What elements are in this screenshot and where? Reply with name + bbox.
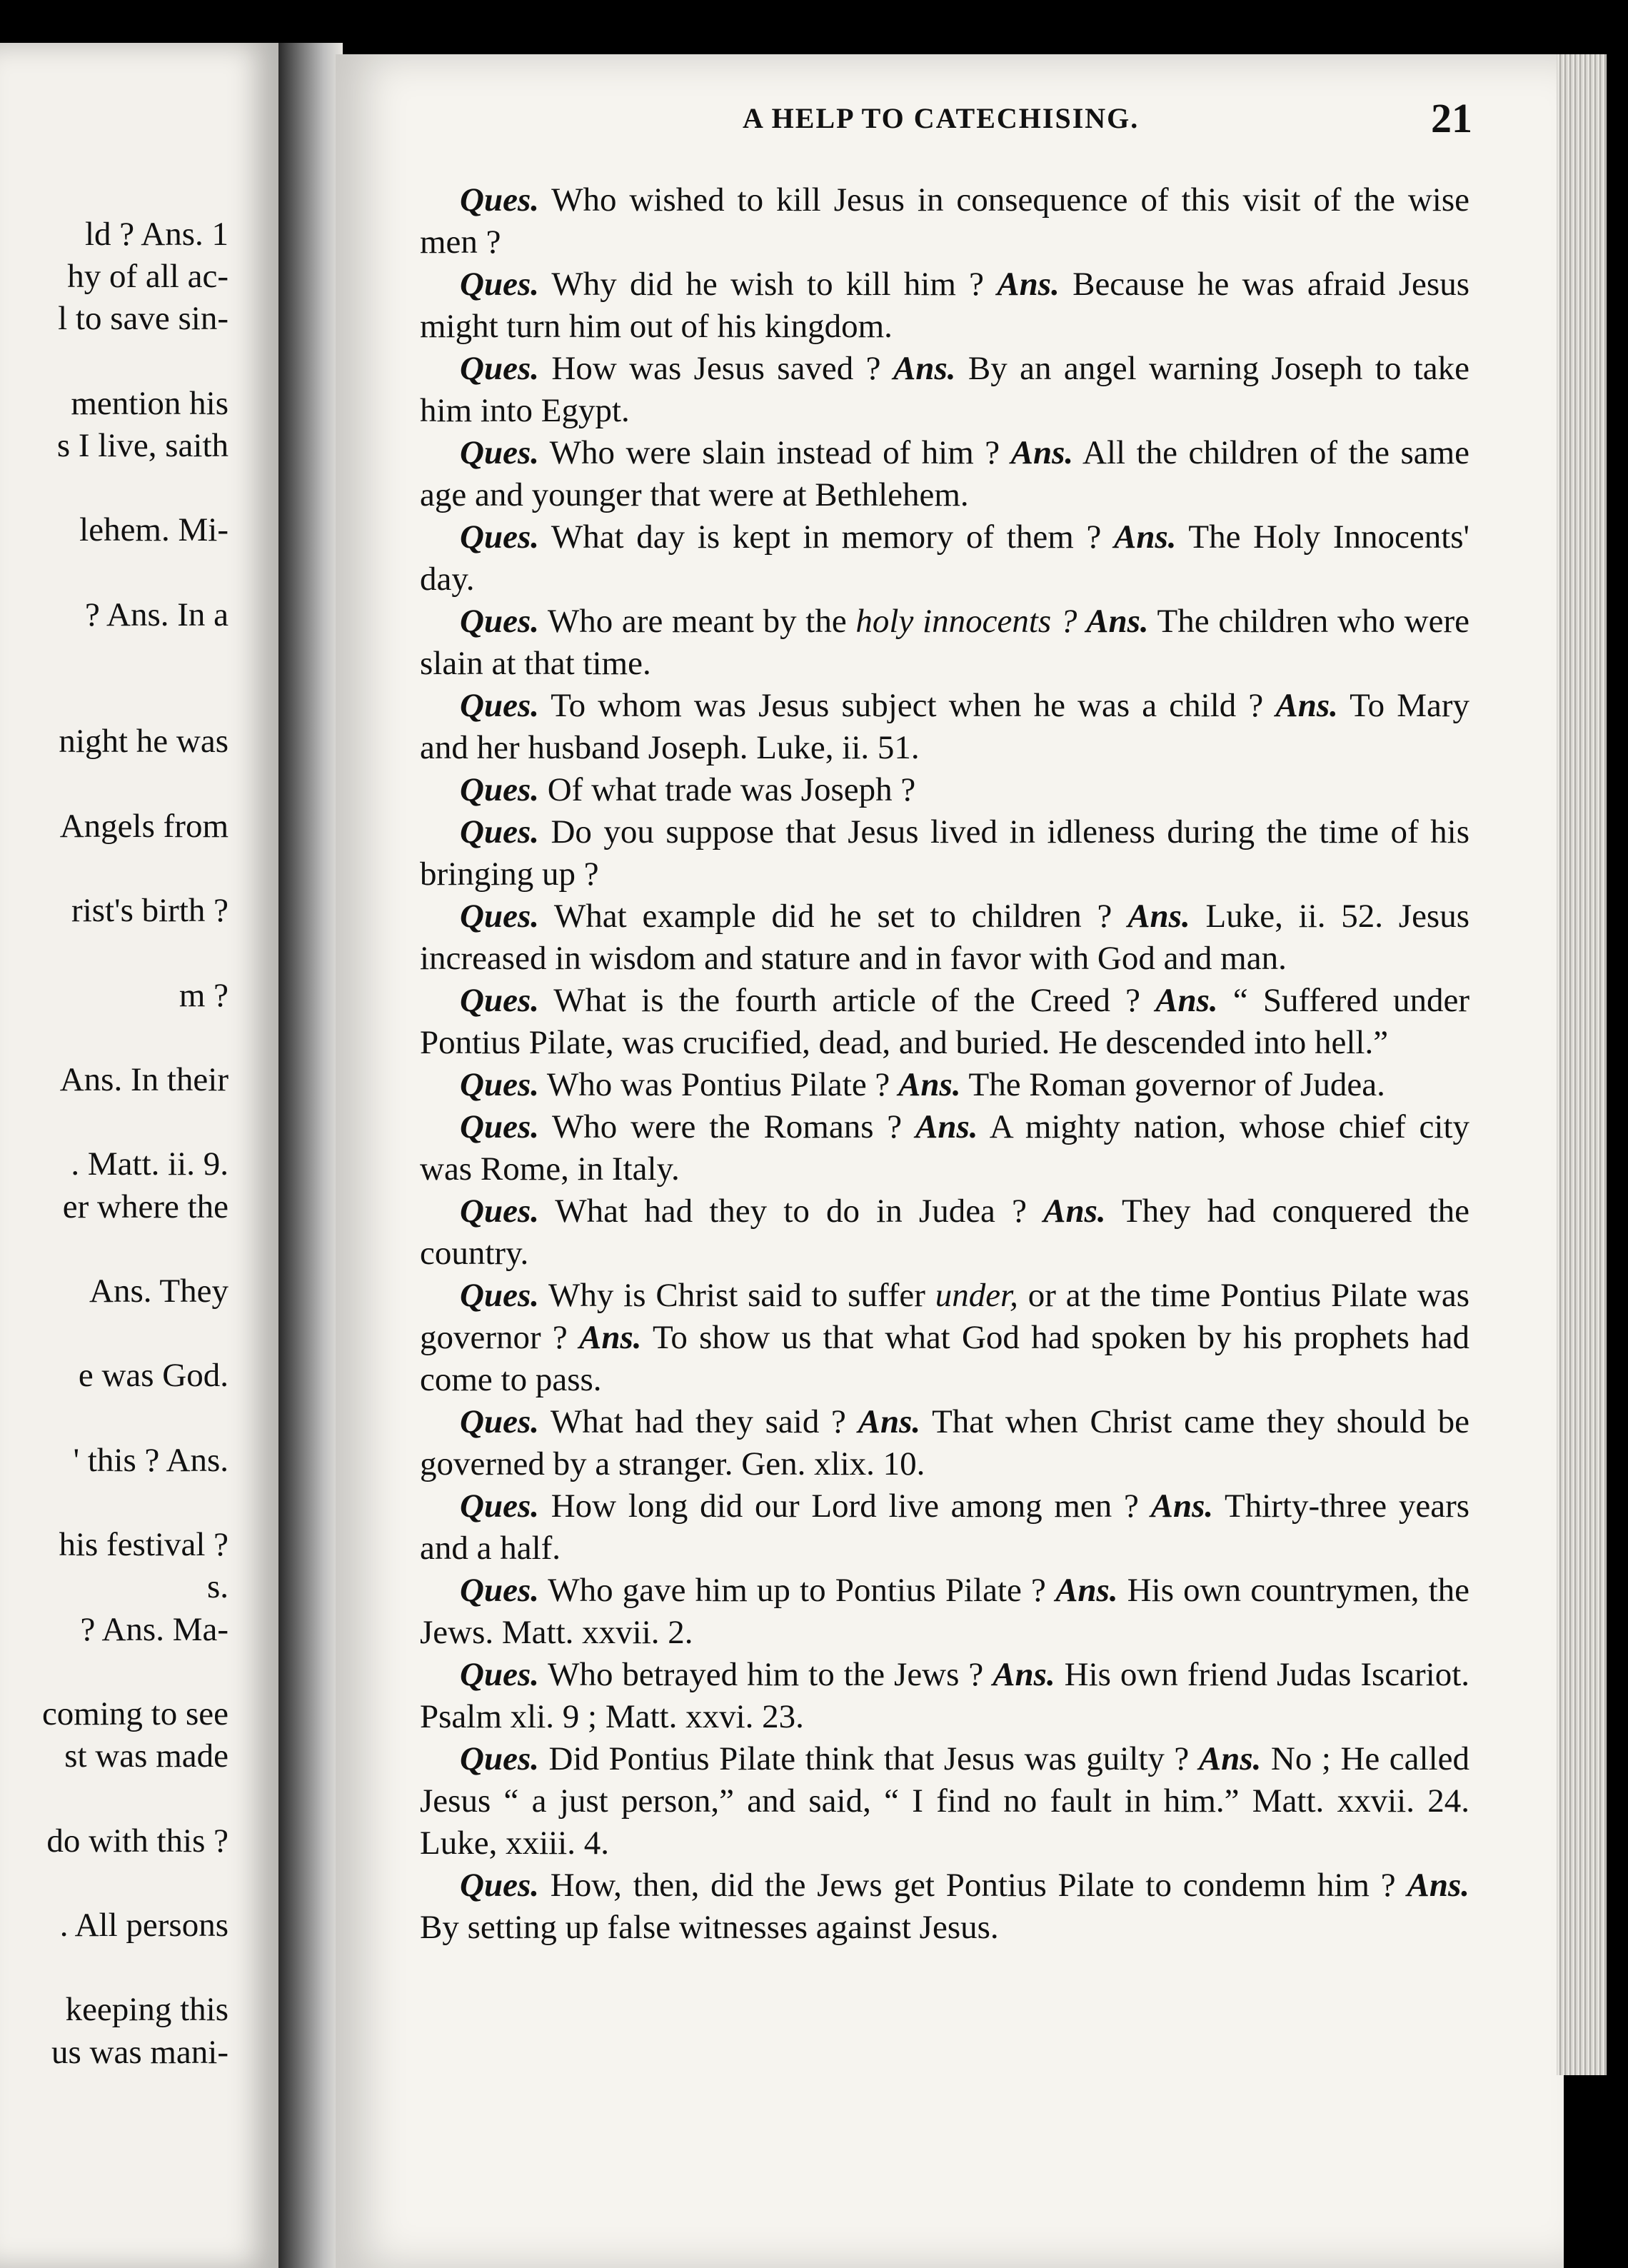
question-label: Ques.: [460, 771, 539, 808]
qa-paragraph: [420, 1654, 1469, 1738]
answer-label: Ans.: [1407, 1867, 1469, 1904]
answer-text: To show us that what God had spoken by his prophets had come to pass.: [420, 1319, 1469, 1398]
qa-paragraph: [420, 179, 1469, 264]
question-label: Ques.: [460, 1487, 539, 1525]
question-label: Ques.: [460, 1066, 539, 1103]
question-text: Who betrayed him to the Jews ?: [548, 1656, 984, 1693]
question-text: or at the time Pontius Pilate was governor ?: [420, 1277, 1469, 1356]
qa-paragraph: [420, 348, 1469, 432]
question-label: Ques.: [460, 181, 539, 219]
question-text: How long did our Lord live among men ?: [551, 1487, 1139, 1525]
answer-label: Ans.: [1127, 898, 1190, 935]
answer-label: Ans.: [858, 1403, 921, 1440]
question-text: Who were slain instead of him ?: [549, 434, 1000, 471]
question-emphasis: holy innocents ?: [855, 603, 1077, 640]
qa-paragraph: [420, 516, 1469, 601]
qa-paragraph: [420, 1401, 1469, 1485]
answer-label: Ans.: [1055, 1572, 1118, 1609]
qa-paragraph: [420, 601, 1469, 685]
left-page-line: his festival ?: [59, 1526, 228, 1564]
answer-text: His own friend Judas Iscariot. Psalm xli. 9 ; Matt. xxvi. 23.: [420, 1656, 1470, 1735]
question-label: Ques.: [460, 1740, 539, 1777]
left-page-line: ' this ? Ans.: [73, 1441, 228, 1479]
question-label: Ques.: [460, 1193, 539, 1230]
question-label: Ques.: [460, 813, 539, 850]
question-label: Ques.: [460, 898, 539, 935]
answer-text: Thirty-three years and a half.: [420, 1487, 1470, 1567]
question-text: Who are meant by the: [547, 603, 856, 640]
answer-label: Ans.: [898, 1066, 961, 1103]
left-page-line: hy of all ac-: [67, 258, 228, 296]
left-page-line: e was God.: [78, 1357, 228, 1395]
left-page-line: er where the: [62, 1188, 228, 1225]
question-label: Ques.: [460, 1108, 539, 1145]
question-text: What example did he set to children ?: [553, 898, 1112, 935]
qa-paragraph: [420, 1570, 1469, 1654]
question-text: Why did he wish to kill him ?: [551, 266, 985, 303]
question-text: Why is Christ said to suffer: [548, 1277, 935, 1314]
question-text: Who was Pontius Pilate ?: [546, 1066, 890, 1103]
left-page-line: Ans. In their: [59, 1061, 228, 1098]
left-page-line: s I live, saith: [56, 427, 228, 464]
catechism-text: [420, 179, 1469, 1949]
question-text: To whom was Jesus subject when he was a child ?: [551, 687, 1264, 724]
answer-label: Ans.: [1198, 1740, 1262, 1777]
answer-label: Ans.: [1150, 1487, 1214, 1525]
left-page-line: us was mani-: [51, 2033, 228, 2071]
question-label: Ques.: [460, 1403, 539, 1440]
question-text: What is the fourth article of the Creed ?: [553, 982, 1140, 1019]
question-label: Ques.: [460, 1572, 539, 1609]
answer-label: Ans.: [1010, 434, 1074, 471]
answer-text: That when Christ came they should be governed by a stranger. Gen. xlix. 10.: [420, 1403, 1470, 1482]
answer-label: Ans.: [993, 1656, 1055, 1693]
qa-paragraph: [420, 1865, 1469, 1949]
qa-paragraph: [420, 1106, 1469, 1190]
qa-paragraph: [420, 769, 1469, 811]
left-page-line: st was made: [64, 1737, 228, 1775]
left-page-line: m ?: [179, 976, 228, 1014]
left-page-line: . Matt. ii. 9.: [71, 1145, 228, 1183]
question-label: Ques.: [460, 1277, 539, 1314]
answer-label: Ans.: [1114, 518, 1177, 556]
answer-text: The children who were slain at that time.: [420, 603, 1469, 682]
answer-label: Ans.: [1043, 1193, 1106, 1230]
question-text: How was Jesus saved ?: [551, 350, 881, 387]
left-page: [0, 43, 278, 2268]
left-page-line: ld ? Ans. 1: [84, 216, 228, 253]
right-page: [336, 54, 1564, 2268]
question-text: How, then, did the Jews get Pontius Pilate to condemn him ?: [550, 1867, 1396, 1904]
left-page-line: lehem. Mi-: [79, 511, 228, 549]
answer-label: Ans.: [579, 1319, 642, 1356]
question-text: Did Pontius Pilate think that Jesus was guilty ?: [548, 1740, 1190, 1777]
question-label: Ques.: [460, 603, 539, 640]
answer-text: His own countrymen, the Jews. Matt. xxvii. 2.: [420, 1572, 1470, 1651]
left-page-line: mention his: [71, 384, 228, 422]
question-label: Ques.: [460, 687, 539, 724]
left-page-line: Angels from: [59, 807, 228, 845]
left-page-line: keeping this: [65, 1991, 228, 2029]
left-page-line: ? Ans. In a: [84, 596, 228, 633]
page-number: 21: [1431, 95, 1472, 141]
left-page-line: . All persons: [59, 1907, 228, 1944]
answer-text: They had conquered the country.: [420, 1193, 1469, 1272]
question-label: Ques.: [460, 518, 539, 556]
qa-paragraph: [420, 1738, 1469, 1865]
answer-text: “ Suffered under Pontius Pilate, was crucified, dead, and buried. He descended into hell.”: [420, 982, 1469, 1061]
question-emphasis: under,: [935, 1277, 1018, 1314]
left-page-line: do with this ?: [46, 1822, 228, 1860]
left-page-line: night he was: [59, 723, 228, 761]
left-page-line: rist's birth ?: [71, 892, 228, 930]
question-text: What had they said ?: [550, 1403, 846, 1440]
qa-paragraph: [420, 980, 1469, 1064]
question-label: Ques.: [460, 350, 539, 387]
book-gutter: [278, 43, 343, 2268]
answer-text: By setting up false witnesses against Jesus.: [420, 1909, 999, 1946]
left-page-line: coming to see: [41, 1695, 228, 1732]
question-label: Ques.: [460, 1656, 539, 1693]
answer-label: Ans.: [1086, 603, 1149, 640]
qa-paragraph: [420, 895, 1469, 980]
question-text: Who wished to kill Jesus in consequence of this visit of the wise men ?: [420, 181, 1470, 261]
qa-paragraph: [420, 1064, 1469, 1106]
answer-label: Ans.: [1275, 687, 1338, 724]
answer-text: All the children of the same age and younger that were at Bethlehem.: [420, 434, 1470, 513]
left-page-line: ? Ans. Ma-: [80, 1610, 228, 1648]
qa-paragraph: [420, 432, 1469, 516]
answer-label: Ans.: [997, 266, 1060, 303]
answer-text: The Roman governor of Judea.: [968, 1066, 1385, 1103]
question-text: What day is kept in memory of them ?: [551, 518, 1102, 556]
qa-paragraph: [420, 1275, 1469, 1401]
page-edges: [1557, 54, 1607, 2075]
answer-text: No ; He called Jesus “ a just person,” and said, “ I find no fault in him.” Matt. xxvii. 24. Luke, xxiii. 4.: [420, 1740, 1469, 1862]
question-text: Of what trade was Joseph ?: [547, 771, 916, 808]
question-label: Ques.: [460, 266, 539, 303]
answer-text: To Mary and her husband Joseph. Luke, ii. 51.: [420, 687, 1470, 766]
left-page-line: l to save sin-: [58, 300, 228, 338]
question-label: Ques.: [460, 982, 539, 1019]
answer-text: Luke, ii. 52. Jesus increased in wisdom and stature and in favor with God and man.: [420, 898, 1470, 977]
question-label: Ques.: [460, 1867, 539, 1904]
qa-paragraph: [420, 685, 1469, 769]
question-text: Do you suppose that Jesus lived in idleness during the time of his bringing up ?: [420, 813, 1469, 893]
qa-paragraph: [420, 264, 1469, 348]
qa-paragraph: [420, 811, 1469, 895]
answer-text: A mighty nation, whose chief city was Rome, in Italy.: [420, 1108, 1469, 1188]
qa-paragraph: [420, 1485, 1469, 1570]
answer-text: Because he was afraid Jesus might turn him out of his kingdom.: [420, 266, 1469, 345]
answer-text: By an angel warning Joseph to take him into Egypt.: [420, 350, 1470, 429]
qa-paragraph: [420, 1190, 1469, 1275]
question-text: Who gave him up to Pontius Pilate ?: [548, 1572, 1046, 1609]
answer-label: Ans.: [915, 1108, 978, 1145]
running-title: A HELP TO CATECHISING.: [743, 102, 1140, 134]
answer-label: Ans.: [893, 350, 956, 387]
question-text: What had they to do in Judea ?: [555, 1193, 1027, 1230]
question-text: Who were the Romans ?: [551, 1108, 903, 1145]
left-page-line: s.: [206, 1568, 228, 1606]
left-page-line: Ans. They: [89, 1273, 228, 1310]
answer-label: Ans.: [1155, 982, 1218, 1019]
question-label: Ques.: [460, 434, 539, 471]
answer-text: The Holy Innocents' day.: [420, 518, 1470, 598]
